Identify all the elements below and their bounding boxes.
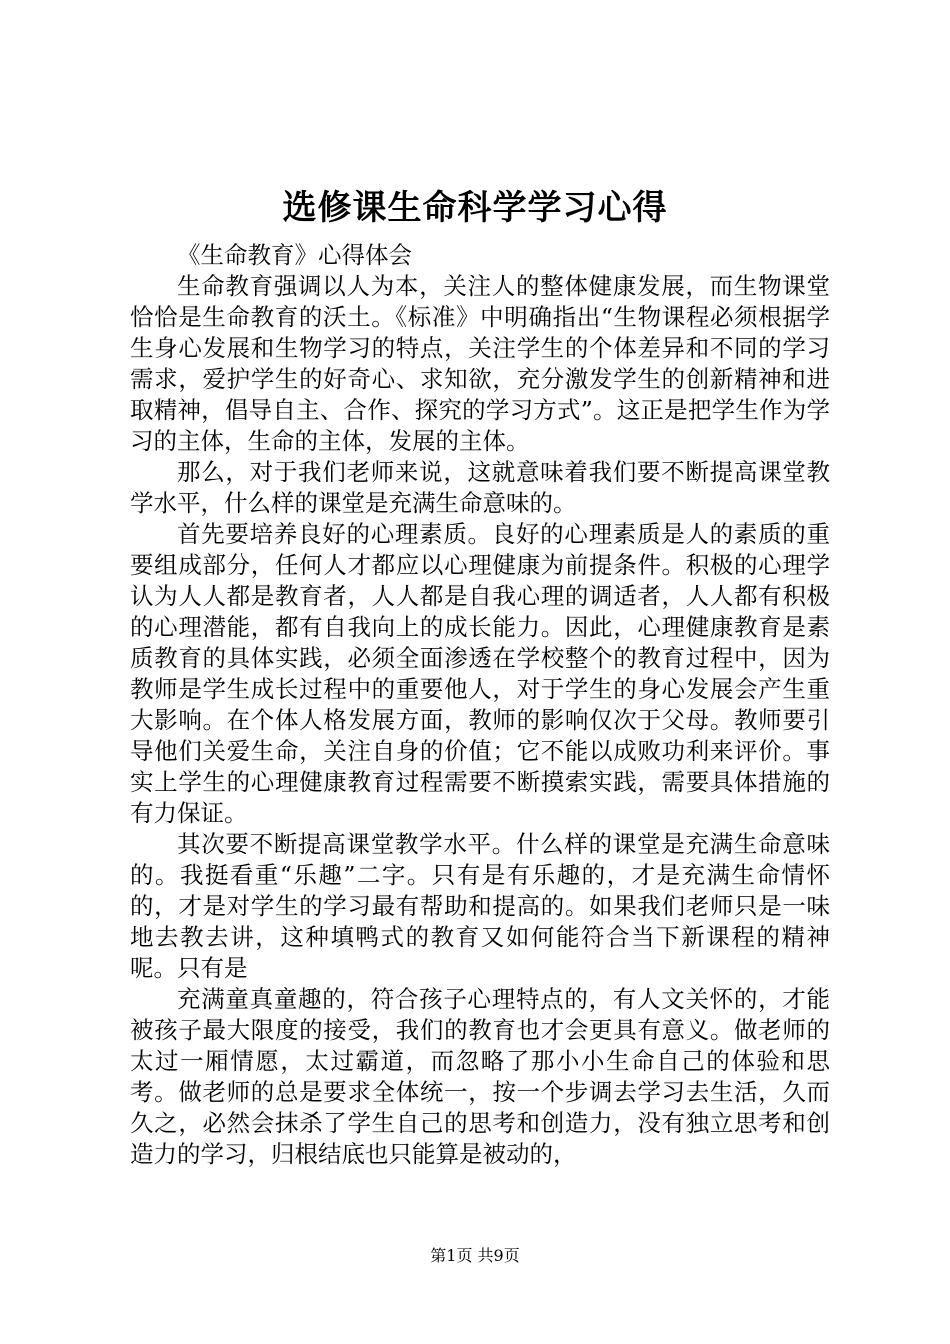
document-body [130,240,830,1170]
paragraph: 其次要不断提高课堂教学水平。什么样的课堂是充满生命意味的。我挺看重“乐趣”二字。只有是有乐趣的，才是充满生命情怀的，才是对学生的学习最有帮助和提高的。如果我们老师只是一味地去教去讲，这种填鸭式的教育又如何能符合当下新课程的精神呢。只有是 [130,830,830,982]
paragraph: 那么，对于我们老师来说，这就意味着我们要不断提高课堂教学水平，什么样的课堂是充满生命意味的。 [130,458,830,517]
document-subtitle: 《生命教育》心得体会 [177,241,412,269]
paragraph: 充满童真童趣的，符合孩子心理特点的，有人文关怀的，才能被孩子最大限度的接受，我们的教育也才会更具有意义。做老师的太过一厢情愿，太过霸道，而忽略了那小小生命自己的体验和思考。做老师的总是要求全体统一，按一个步调去学习去生活，久而久之，必然会抹杀了学生自己的思考和创造力，没有独立思考和创造力的学习，归根结底也只能算是被动的， [130,985,830,1168]
document-title: 选修课生命科学学习心得 [282,188,668,228]
page-number-footer: 第1页 共9页 [430,1246,520,1265]
paragraph: 生命教育强调以人为本，关注人的整体健康发展，而生物课堂恰恰是生命教育的沃土。《标准》中明确指出“生物课程必须根据学生身心发展和生物学习的特点，关注学生的个体差异和不同的学习需求，爱护学生的好奇心、求知欲，充分激发学生的创新精神和进取精神，倡导自主、合作、探究的学习方式”。这正是把学生作为学习的主体，生命的主体，发展的主体。 [130,272,830,455]
paragraph: 首先要培养良好的心理素质。良好的心理素质是人的素质的重要组成部分，任何人才都应以心理健康为前提条件。积极的心理学认为人人都是教育者，人人都是自我心理的调适者，人人都有积极的心理潜能，都有自我向上的成长能力。因此，心理健康教育是素质教育的具体实践，必须全面渗透在学校整个的教育过程中，因为教师是学生成长过程中的重要他人，对于学生的身心发展会产生重大影响。在个体人格发展方面，教师的影响仅次于父母。教师要引导他们关爱生命，关注自身的价值；它不能以成败功利来评价。事实上学生的心理健康教育过程需要不断摸索实践，需要具体措施的有力保证。 [130,520,830,827]
